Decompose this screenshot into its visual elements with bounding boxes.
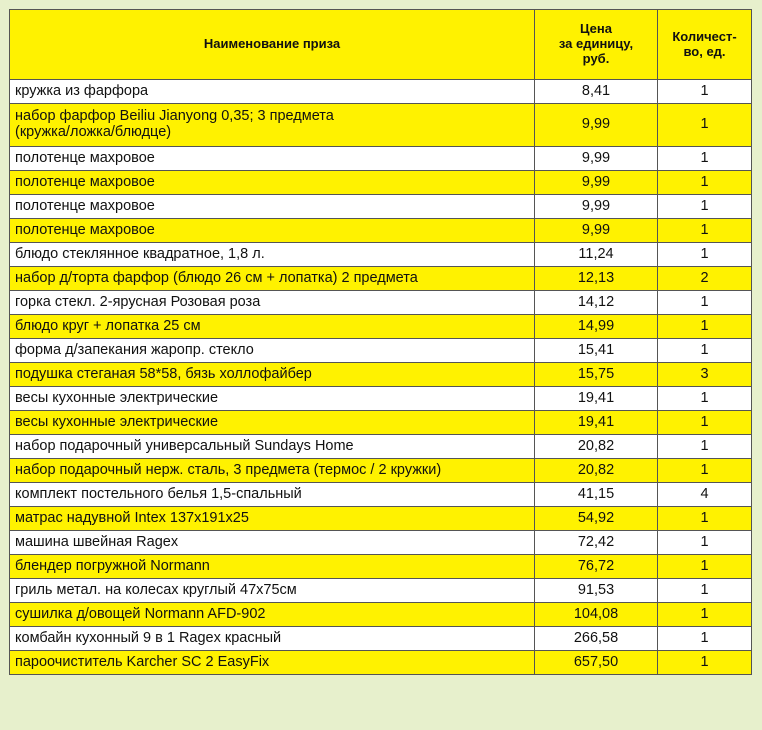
table-row <box>10 603 752 627</box>
prize-name-cell: весы кухонные электрические <box>10 387 535 411</box>
table-row <box>10 291 752 315</box>
header-quantity-line-1: Количест- <box>672 28 737 44</box>
unit-price-cell: 14,99 <box>535 315 658 339</box>
unit-price-cell: 9,99 <box>535 195 658 219</box>
table-row <box>10 219 752 243</box>
header-unit-price-line-1: Цена <box>580 21 612 37</box>
unit-price-cell: 9,99 <box>535 104 658 147</box>
table-row <box>10 195 752 219</box>
prize-name-cell: набор подарочный универсальный Sundays Home <box>10 435 535 459</box>
table-row <box>10 555 752 579</box>
table-row <box>10 363 752 387</box>
unit-price-cell: 41,15 <box>535 483 658 507</box>
quantity-cell: 4 <box>658 483 752 507</box>
prize-name-cell: набор подарочный нерж. сталь, 3 предмета (термос / 2 кружки) <box>10 459 535 483</box>
unit-price-cell: 9,99 <box>535 171 658 195</box>
prize-name-cell: полотенце махровое <box>10 195 535 219</box>
header-unit-price-line-3: руб. <box>582 50 610 66</box>
unit-price-cell: 657,50 <box>535 651 658 675</box>
quantity-cell: 1 <box>658 243 752 267</box>
unit-price-cell: 15,75 <box>535 363 658 387</box>
quantity-cell: 1 <box>658 80 752 104</box>
prize-name-cell: комплект постельного белья 1,5-спальный <box>10 483 535 507</box>
quantity-cell: 1 <box>658 507 752 531</box>
unit-price-cell: 8,41 <box>535 80 658 104</box>
quantity-cell: 1 <box>658 195 752 219</box>
quantity-cell: 1 <box>658 147 752 171</box>
prize-name-line-2: (кружка/ложка/блюдце) <box>15 124 172 140</box>
table-row <box>10 531 752 555</box>
table-row <box>10 267 752 291</box>
header-unit-price <box>535 10 658 80</box>
quantity-cell: 1 <box>658 219 752 243</box>
table-row <box>10 80 752 104</box>
unit-price-cell: 20,82 <box>535 435 658 459</box>
unit-price-cell: 54,92 <box>535 507 658 531</box>
header-quantity <box>658 10 752 80</box>
prize-name-cell: полотенце махровое <box>10 171 535 195</box>
table-row <box>10 339 752 363</box>
prize-name-cell: кружка из фарфора <box>10 80 535 104</box>
quantity-cell: 1 <box>658 339 752 363</box>
table-row <box>10 459 752 483</box>
unit-price-cell: 72,42 <box>535 531 658 555</box>
quantity-cell: 1 <box>658 651 752 675</box>
table-row <box>10 411 752 435</box>
unit-price-cell: 11,24 <box>535 243 658 267</box>
prize-name-cell: блюдо круг + лопатка 25 см <box>10 315 535 339</box>
header-prize-name: Наименование приза <box>10 10 535 80</box>
unit-price-cell: 19,41 <box>535 387 658 411</box>
table-row <box>10 651 752 675</box>
quantity-cell: 1 <box>658 627 752 651</box>
quantity-cell: 1 <box>658 171 752 195</box>
prize-name-cell: сушилка д/овощей Normann AFD-902 <box>10 603 535 627</box>
prize-name-cell: полотенце махровое <box>10 147 535 171</box>
table-row <box>10 507 752 531</box>
quantity-cell: 1 <box>658 435 752 459</box>
prize-name-cell: матрас надувной Intex 137x191x25 <box>10 507 535 531</box>
quantity-cell: 2 <box>658 267 752 291</box>
table-row <box>10 147 752 171</box>
prize-name-line-1: набор фарфор Beiliu Jianyong 0,35; 3 предмета <box>15 108 334 125</box>
unit-price-cell: 9,99 <box>535 147 658 171</box>
table-row <box>10 579 752 603</box>
table-row <box>10 243 752 267</box>
quantity-cell: 1 <box>658 104 752 147</box>
table-row <box>10 627 752 651</box>
prize-name-cell: гриль метал. на колесах круглый 47x75см <box>10 579 535 603</box>
prize-name-cell: весы кухонные электрические <box>10 411 535 435</box>
unit-price-cell: 104,08 <box>535 603 658 627</box>
table-row <box>10 435 752 459</box>
table-row <box>10 483 752 507</box>
unit-price-cell: 15,41 <box>535 339 658 363</box>
unit-price-cell: 19,41 <box>535 411 658 435</box>
unit-price-cell: 91,53 <box>535 579 658 603</box>
quantity-cell: 1 <box>658 531 752 555</box>
unit-price-cell: 14,12 <box>535 291 658 315</box>
prize-name-cell: комбайн кухонный 9 в 1 Ragex красный <box>10 627 535 651</box>
quantity-cell: 3 <box>658 363 752 387</box>
prize-table <box>9 9 752 675</box>
table-row <box>10 315 752 339</box>
table-row <box>10 171 752 195</box>
quantity-cell: 1 <box>658 459 752 483</box>
unit-price-cell: 20,82 <box>535 459 658 483</box>
unit-price-cell: 9,99 <box>535 219 658 243</box>
prize-name-cell <box>10 104 535 147</box>
header-quantity-line-2: во, ед. <box>683 43 726 59</box>
quantity-cell: 1 <box>658 291 752 315</box>
prize-name-cell: машина швейная Ragex <box>10 531 535 555</box>
quantity-cell: 1 <box>658 387 752 411</box>
prize-name-cell: подушка стеганая 58*58, бязь холлофайбер <box>10 363 535 387</box>
unit-price-cell: 266,58 <box>535 627 658 651</box>
prize-name-cell: пароочиститель Karcher SC 2 EasyFix <box>10 651 535 675</box>
prize-table-container <box>9 9 751 675</box>
quantity-cell: 1 <box>658 411 752 435</box>
quantity-cell: 1 <box>658 555 752 579</box>
quantity-cell: 1 <box>658 579 752 603</box>
prize-name-cell: блендер погружной Normann <box>10 555 535 579</box>
prize-name-cell: горка стекл. 2-ярусная Розовая роза <box>10 291 535 315</box>
table-row <box>10 387 752 411</box>
table-header-row <box>10 10 752 80</box>
prize-name-cell: блюдо стеклянное квадратное, 1,8 л. <box>10 243 535 267</box>
unit-price-cell: 12,13 <box>535 267 658 291</box>
prize-name-cell: полотенце махровое <box>10 219 535 243</box>
prize-name-cell: набор д/торта фарфор (блюдо 26 см + лопатка) 2 предмета <box>10 267 535 291</box>
table-row <box>10 104 752 147</box>
header-unit-price-line-2: за единицу, <box>558 36 634 52</box>
unit-price-cell: 76,72 <box>535 555 658 579</box>
prize-name-cell: форма д/запекания жаропр. стекло <box>10 339 535 363</box>
quantity-cell: 1 <box>658 603 752 627</box>
quantity-cell: 1 <box>658 315 752 339</box>
